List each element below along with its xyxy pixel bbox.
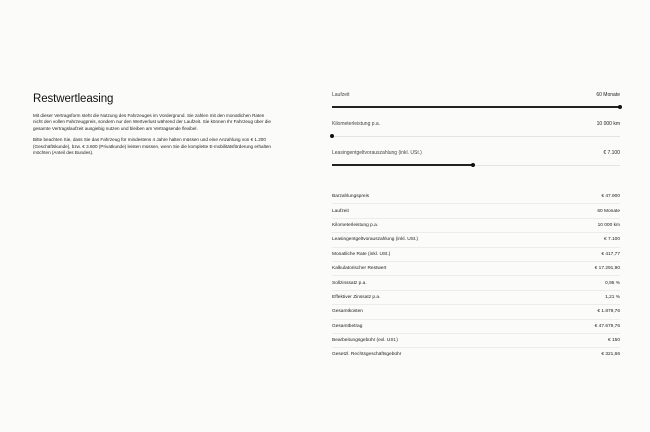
summary-label: Barzahlungspreis (332, 194, 370, 200)
summary-value: € 321,66 (601, 352, 620, 358)
summary-table (332, 190, 620, 362)
slider-rail (332, 136, 620, 137)
slider-thumb[interactable] (471, 163, 476, 168)
slider-fill (332, 106, 620, 108)
slider-fill (332, 164, 473, 166)
summary-value: € 150 (607, 338, 620, 344)
summary-label: Leasingentgeltvorauszahlung (inkl. USt.) (332, 237, 419, 243)
info-paragraph: Bitte beachten Sie, dass Sie das Fahrzeug für mindestens 4 Jahre halten müssen und eine Anzahlung von € 1.200 (Geschäftskunde), bzw. € 3.600 (Privatkunde) leisten müssen, wenn Sie die komplette E-mobilitätsförderung erhalten möchten (Anteil des Bundes). (33, 137, 271, 156)
info-paragraph: Mit dieser Vertragsform steht die Nutzung des Fahrzeuges im Vordergrund. Sie zahlen mit den monatlichen Raten nicht den vollen Fahrzeugpreis, sondern nur den Wertverlust während der Laufzeit. Sie können Ihr Fahrzeug über die gesamte Vertragslaufzeit ausgiebig nutzen und bleiben am Vertragsende flexibel. (33, 113, 271, 131)
slider-label: Laufzeit (332, 92, 350, 98)
slider-thumb[interactable] (330, 134, 335, 139)
slider-value: € 7.100 (603, 150, 620, 156)
summary-value: € 417,77 (601, 251, 620, 257)
summary-value: 60 Monate (597, 208, 620, 214)
summary-row (332, 291, 620, 305)
summary-row (332, 320, 620, 334)
slider-value: 10 000 km (596, 121, 620, 127)
summary-label: Gesetzl. Rechtsgeschäftsgebühr (332, 352, 402, 358)
slider-vorauszahlung (332, 148, 620, 177)
summary-row (332, 348, 620, 361)
summary-row (332, 219, 620, 233)
slider-laufzeit (332, 90, 620, 119)
summary-row (332, 262, 620, 276)
slider-label: Leasingentgeltvorauszahlung (inkl. USt.) (332, 150, 422, 156)
summary-row (332, 204, 620, 218)
summary-label: Effektiver Zinssatz p.a. (332, 294, 381, 300)
slider-track[interactable] (332, 162, 620, 168)
summary-label: Sollzinssatz p.a. (332, 280, 367, 286)
summary-value: € 1.879,76 (597, 309, 620, 315)
summary-value: € 17.291,90 (594, 266, 620, 272)
summary-row (332, 334, 620, 348)
slider-value: 60 Monate (596, 92, 620, 98)
summary-label: Kalkulatorischer Restwert (332, 266, 387, 272)
slider-kilometerleistung (332, 119, 620, 148)
summary-label: Bearbeitungsgebühr (exl. USt.) (332, 338, 398, 344)
summary-value: 10 000 km (597, 222, 620, 228)
info-panel (33, 93, 273, 161)
summary-label: Laufzeit (332, 208, 349, 214)
slider-label: Kilometerleistung p.a. (332, 121, 381, 127)
summary-label: Gesamtkosten (332, 309, 363, 315)
summary-row (332, 305, 620, 319)
summary-row (332, 276, 620, 290)
slider-track[interactable] (332, 104, 620, 110)
summary-row (332, 190, 620, 204)
summary-label: Monatliche Rate (inkl. USt.) (332, 251, 391, 257)
summary-value: 0,95 % (605, 280, 620, 286)
slider-thumb[interactable] (618, 105, 623, 110)
summary-value: € 47.900 (601, 194, 620, 200)
summary-value: € 47.679,76 (594, 323, 620, 329)
summary-row (332, 248, 620, 262)
calculator-panel (332, 90, 620, 362)
slider-track[interactable] (332, 133, 620, 139)
summary-label: Gesamtbetrag (332, 323, 363, 329)
summary-row (332, 233, 620, 247)
summary-label: Kilometerleistung p.a. (332, 222, 379, 228)
summary-value: 1,21 % (605, 294, 620, 300)
summary-value: € 7.100 (603, 237, 620, 243)
page-title: Restwertleasing (33, 93, 114, 105)
